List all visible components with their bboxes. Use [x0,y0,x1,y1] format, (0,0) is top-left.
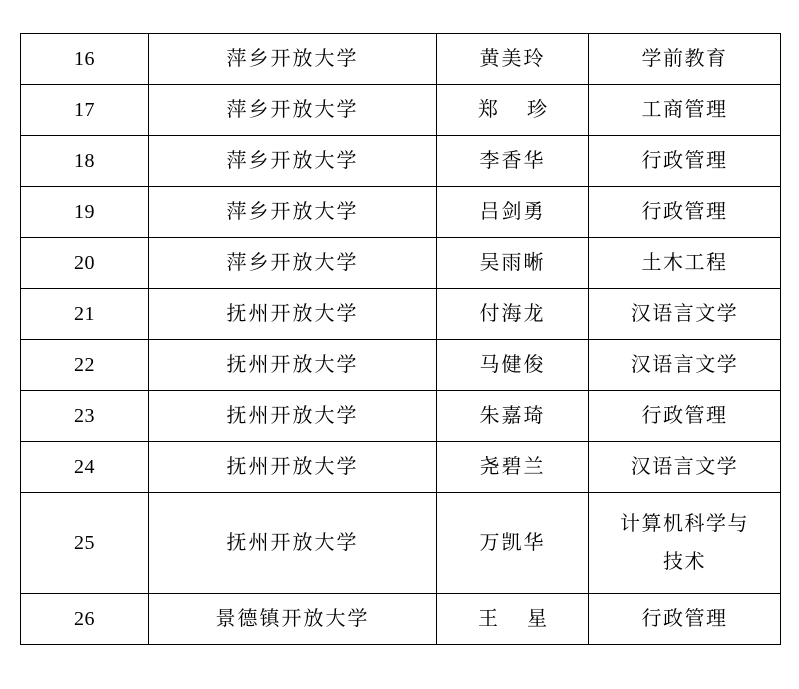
table-row [21,391,781,442]
table-row [21,238,781,289]
row-name: 朱嘉琦 [437,391,589,442]
table-row [21,493,781,594]
row-organization: 景德镇开放大学 [149,594,437,645]
row-major: 学前教育 [589,34,781,85]
table-row [21,187,781,238]
row-major-line: 计算机科学与 [620,513,749,535]
table-row [21,85,781,136]
row-organization: 抚州开放大学 [149,442,437,493]
row-name: 吴雨晰 [437,238,589,289]
row-organization: 抚州开放大学 [149,289,437,340]
row-major: 行政管理 [589,391,781,442]
table-row [21,136,781,187]
row-major: 行政管理 [589,136,781,187]
row-number: 22 [21,340,149,391]
row-major: 工商管理 [589,85,781,136]
row-major-line: 技术 [663,551,706,573]
table-row [21,34,781,85]
row-organization: 抚州开放大学 [149,391,437,442]
row-organization: 萍乡开放大学 [149,187,437,238]
table-row [21,442,781,493]
row-number: 18 [21,136,149,187]
row-number: 23 [21,391,149,442]
row-major: 行政管理 [589,594,781,645]
row-name: 万凯华 [437,493,589,594]
row-name: 付海龙 [437,289,589,340]
row-organization: 萍乡开放大学 [149,136,437,187]
row-name: 马健俊 [437,340,589,391]
row-number: 21 [21,289,149,340]
table-row [21,594,781,645]
table-row [21,340,781,391]
row-number: 20 [21,238,149,289]
row-organization: 萍乡开放大学 [149,238,437,289]
row-major: 汉语言文学 [589,340,781,391]
row-name: 郑 珍 [437,85,589,136]
roster-table [20,33,781,645]
roster-table-body [21,34,781,645]
row-name: 王 星 [437,594,589,645]
row-major: 土木工程 [589,238,781,289]
row-name: 尧碧兰 [437,442,589,493]
table-row [21,289,781,340]
row-number: 24 [21,442,149,493]
row-number: 16 [21,34,149,85]
row-major: 汉语言文学 [589,289,781,340]
row-name: 吕剑勇 [437,187,589,238]
row-name: 李香华 [437,136,589,187]
row-organization: 萍乡开放大学 [149,34,437,85]
row-organization: 抚州开放大学 [149,340,437,391]
row-number: 25 [21,493,149,594]
row-name: 黄美玲 [437,34,589,85]
row-number: 19 [21,187,149,238]
row-major [589,493,781,594]
row-organization: 萍乡开放大学 [149,85,437,136]
row-organization: 抚州开放大学 [149,493,437,594]
row-number: 26 [21,594,149,645]
roster-table-container [20,33,780,645]
row-major: 行政管理 [589,187,781,238]
row-major: 汉语言文学 [589,442,781,493]
row-number: 17 [21,85,149,136]
